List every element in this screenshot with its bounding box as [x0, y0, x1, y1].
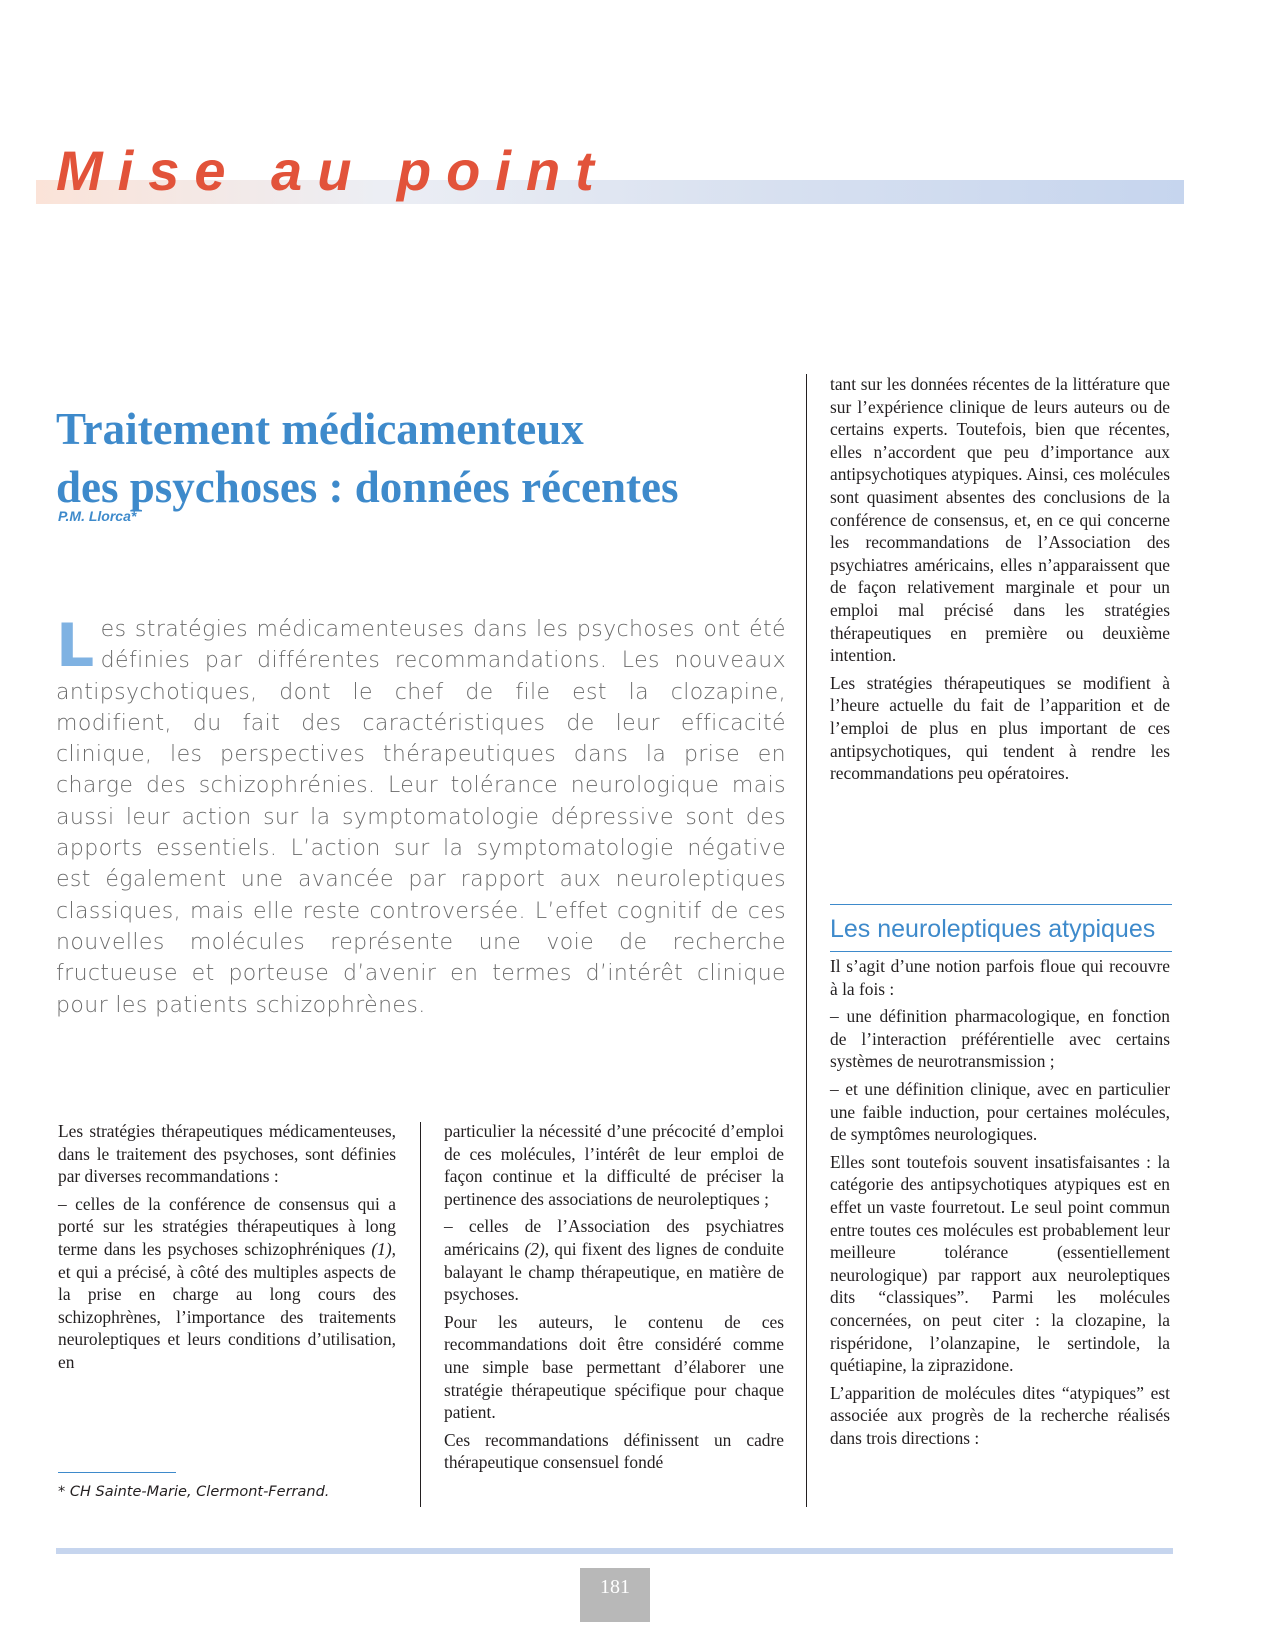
title-line-1: Traitement médicamenteux	[56, 404, 584, 455]
paragraph: Pour les auteurs, le contenu de ces recommandations doit être considéré comme une simple base permettant d’élaborer une stratégie thérapeutique spécifique pour chaque patient.	[444, 1311, 784, 1423]
paragraph: Les stratégies thérapeutiques médicamenteuses, dans le traitement des psychoses, sont définies par diverses recommandations :	[58, 1121, 396, 1187]
footnote: * CH Sainte-Marie, Clermont-Ferrand.	[58, 1484, 330, 1500]
paragraph: L’apparition de molécules dites “atypiques” est associée aux progrès de la recherche réalisés dans trois directions :	[830, 1382, 1170, 1448]
paragraph: Il s’agit d’une notion parfois floue qui recouvre à la fois :	[830, 956, 1170, 999]
author: P.M. Llorca*	[58, 508, 137, 524]
paragraph	[58, 1193, 396, 1374]
footer-band	[56, 1548, 1173, 1554]
abstract-dropcap: L	[56, 611, 95, 681]
list-item: – une définition pharmacologique, en fonction de l’interaction préférentielle avec certains systèmes de neurotransmission ;	[830, 1006, 1170, 1072]
title-line-2: des psychoses : données récentes	[56, 462, 679, 513]
text-run: , qui fixent des lignes de conduite balayant le champ thérapeutique, en matière de psychoses.	[444, 1238, 784, 1305]
page-number: 181	[580, 1568, 650, 1622]
paragraph: Ces recommandations définissent un cadre thérapeutique consensuel fondé	[444, 1429, 784, 1473]
body-column-2	[444, 1120, 784, 1479]
paragraph: tant sur les données récentes de la littérature que sur l’expérience clinique de leurs auteurs ou de certains experts. Toutefois, bien que récentes, elles n’accordent que peu d’importance aux antipsychotiques atypiques. Ainsi, ces molécules sont quasiment absentes des conclusions de la conférence de consensus, et, en ce qui concerne les recommandations de l’Association des psychiatres américains, elles n’apparaissent que de façon relativement marginale et pour un emploi mal précisé dans les stratégies thérapeutiques en première ou deuxième intention.	[830, 374, 1170, 666]
abstract	[56, 611, 786, 1021]
section-rubric: Mise au point	[56, 139, 609, 202]
text-run: – celles de l’Association des psychiatres américains	[444, 1216, 784, 1259]
body-column-3-bottom	[830, 955, 1170, 1454]
paragraph: particulier la nécessité d’une précocité d’emploi de ces molécules, l’intérêt de leur emploi de façon continue et la difficulté de préciser la pertinence des associations de neuroleptiques ;	[444, 1121, 784, 1209]
column-divider	[420, 1122, 421, 1507]
text-run: , et qui a précisé, à côté des multiples aspects de la prise en charge au long cours des schizophrènes, l’importance des traitements neuroleptiques et leurs conditions d’utilisation, en	[58, 1238, 396, 1372]
body-column-1	[58, 1120, 396, 1379]
list-item: – et une définition clinique, avec en particulier une faible induction, pour certaines molécules, de symptômes neurologiques.	[830, 1078, 1170, 1145]
reference-marker: (1)	[371, 1238, 392, 1259]
body-column-3-top	[830, 373, 1170, 790]
text-run: – celles de la conférence de consensus qui a porté sur les stratégies thérapeutiques à long terme dans les psychoses schizophréniques	[58, 1193, 396, 1259]
abstract-text: es stratégies médicamenteuses dans les psychoses ont été définies par différentes recommandations. Les nouveaux antipsychotiques, dont le chef de file est la clozapine, modifient, du fait des caractéristiques de leur efficacité clinique, les perspectives thérapeutiques dans la prise en charge des schizophrénies. Leur tolérance neurologique mais aussi leur action sur la symptomatologie dépressive sont des apports essentiels. L’action sur la symptomatologie négative est également une avancée par rapport aux neuroleptiques classiques, mais elle reste controversée. L’effet cognitif de ces nouvelles molécules représente une voie de recherche fructueuse et porteuse d’avenir en termes d’intérêt clinique pour les patients schizophrènes.	[56, 617, 786, 1018]
section-heading: Les neuroleptiques atypiques	[830, 904, 1172, 952]
article-title	[56, 400, 776, 516]
paragraph: Les stratégies thérapeutiques se modifient à l’heure actuelle du fait de l’apparition et de l’emploi de plus en plus important de ces antipsychotiques, qui tendent à rendre les recommandations peu opératoires.	[830, 672, 1170, 784]
footnote-rule	[58, 1472, 176, 1473]
reference-marker: (2)	[524, 1238, 545, 1259]
paragraph	[444, 1215, 784, 1305]
column-divider	[806, 374, 807, 1507]
paragraph: Elles sont toutefois souvent insatisfaisantes : la catégorie des antipsychotiques atypiques est en effet un vaste fourretout. Le seul point commun entre toutes ces molécules est probablement leur meilleure tolérance (essentiellement neurologique) par rapport aux neuroleptiques dits “classiques”. Parmi les molécules concernées, on peut citer : la clozapine, la rispéridone, l’olanzapine, le sertindole, la quétiapine, la ziprazidone.	[830, 1151, 1170, 1376]
